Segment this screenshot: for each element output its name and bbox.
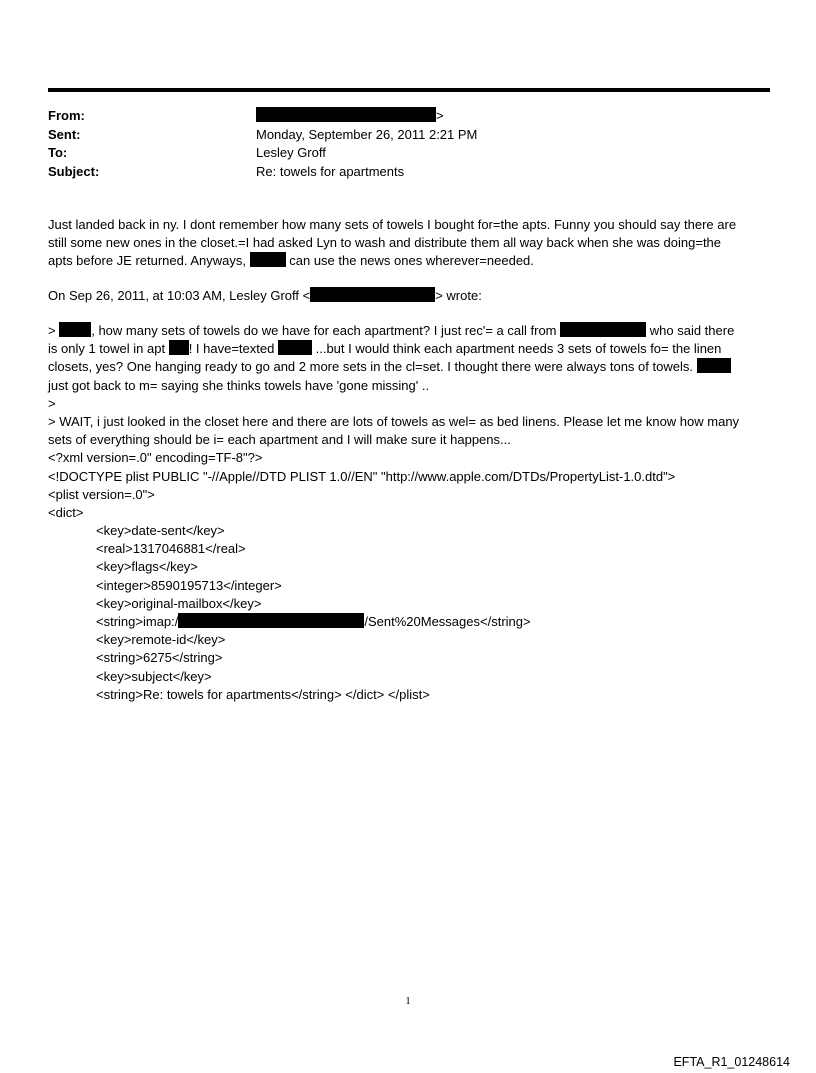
quoted-message bbox=[48, 322, 770, 704]
reply-line: still some new ones in the closet.=I had asked Lyn to wash and distribute them all way back when she was doing=the bbox=[48, 235, 722, 251]
xml-line: <string>6275</string> bbox=[96, 650, 223, 666]
from-row bbox=[48, 107, 770, 126]
xml-line: <plist version=.0"> bbox=[48, 486, 155, 502]
xml-line: <?xml version=.0" encoding=TF-8"?> bbox=[48, 450, 263, 466]
quoted-line: just got back to m= saying she thinks towels have 'gone missing' .. bbox=[48, 377, 430, 393]
quoted-text: ...but I would think each apartment needs 3 sets of towels fo= the linen bbox=[315, 341, 722, 357]
from-suffix: > bbox=[436, 108, 444, 123]
xml-line: <key>date-sent</key> bbox=[96, 523, 225, 539]
redaction-box bbox=[178, 613, 364, 628]
page-number: 1 bbox=[405, 995, 411, 1007]
reply-line: Just landed back in ny. I dont remember how many sets of towels I bought for=the apts. Funny you should say there are bbox=[48, 217, 737, 232]
from-value bbox=[256, 107, 444, 126]
quoted-line: sets of everything should be i= each apartment and I will make sure it happens... bbox=[48, 432, 511, 448]
quote-header bbox=[48, 287, 770, 305]
quoted-text: closets, yes? One hanging ready to go and 2 more sets in the cl=set. I thought there were always tons of towels. bbox=[48, 359, 693, 375]
to-value: Lesley Groff bbox=[256, 145, 326, 160]
redaction-box bbox=[256, 107, 436, 122]
quoted-line: > WAIT, i just looked in the closet here and there are lots of towels as wel= as bed linens. Please let me know how many bbox=[48, 413, 740, 429]
quoted-text: is only 1 towel in apt bbox=[48, 341, 166, 357]
sent-value: Monday, September 26, 2011 2:21 PM bbox=[256, 126, 478, 142]
quoted-text: > bbox=[48, 323, 56, 338]
xml-line: <string>Re: towels for apartments</string> </dict> </plist> bbox=[96, 686, 430, 702]
xml-line: <real>1317046881</real> bbox=[96, 541, 246, 557]
reply-body bbox=[48, 216, 770, 271]
reply-line bbox=[48, 252, 770, 270]
sent-label: Sent: bbox=[48, 126, 81, 142]
quoted-line bbox=[48, 322, 770, 340]
xml-line: <integer>8590195713</integer> bbox=[96, 577, 282, 593]
quoted-text: ! I have=texted bbox=[188, 341, 275, 357]
quoted-line: > bbox=[48, 395, 56, 411]
xml-line: <dict> bbox=[48, 504, 84, 520]
subject-label: Subject: bbox=[48, 163, 100, 179]
subject-row bbox=[48, 163, 770, 182]
redaction-box bbox=[697, 358, 731, 373]
quoted-text: who said there bbox=[649, 323, 735, 338]
redaction-box bbox=[59, 322, 91, 337]
from-label: From: bbox=[48, 108, 85, 123]
quote-header-prefix: On Sep 26, 2011, at 10:03 AM, Lesley Groff < bbox=[48, 288, 311, 303]
xml-line: <key>original-mailbox</key> bbox=[96, 595, 262, 611]
xml-line: <!DOCTYPE plist PUBLIC "-//Apple//DTD PLIST 1.0//EN" "http://www.apple.com/DTDs/PropertyList-1.0.dtd"> bbox=[48, 468, 676, 484]
quote-header-line bbox=[48, 287, 770, 305]
subject-value: Re: towels for apartments bbox=[256, 163, 405, 179]
to-row bbox=[48, 144, 770, 163]
quoted-line bbox=[48, 340, 770, 358]
redaction-box bbox=[250, 252, 286, 267]
email-header bbox=[48, 107, 770, 181]
redaction-box bbox=[560, 322, 646, 337]
to-label: To: bbox=[48, 145, 68, 160]
quoted-text: , how many sets of towels do we have for each apartment? I just rec'= a call from bbox=[91, 323, 557, 338]
xml-line bbox=[48, 613, 770, 631]
sent-row bbox=[48, 126, 770, 145]
xml-text: /Sent%20Messages</string> bbox=[364, 614, 531, 629]
xml-line: <key>subject</key> bbox=[96, 668, 212, 684]
quote-header-suffix: > wrote: bbox=[435, 288, 482, 303]
redaction-box bbox=[169, 340, 189, 355]
xml-text: <string>imap:/ bbox=[96, 614, 179, 629]
xml-line: <key>remote-id</key> bbox=[96, 632, 226, 648]
quoted-line bbox=[48, 358, 770, 376]
top-rule bbox=[48, 88, 770, 92]
reply-text: can use the news ones wherever=needed. bbox=[289, 253, 534, 269]
xml-line: <key>flags</key> bbox=[96, 559, 198, 575]
bates-number: EFTA_R1_01248614 bbox=[673, 1055, 790, 1069]
reply-text: apts before JE returned. Anyways, bbox=[48, 253, 246, 269]
redaction-box bbox=[310, 287, 435, 302]
redaction-box bbox=[278, 340, 312, 355]
